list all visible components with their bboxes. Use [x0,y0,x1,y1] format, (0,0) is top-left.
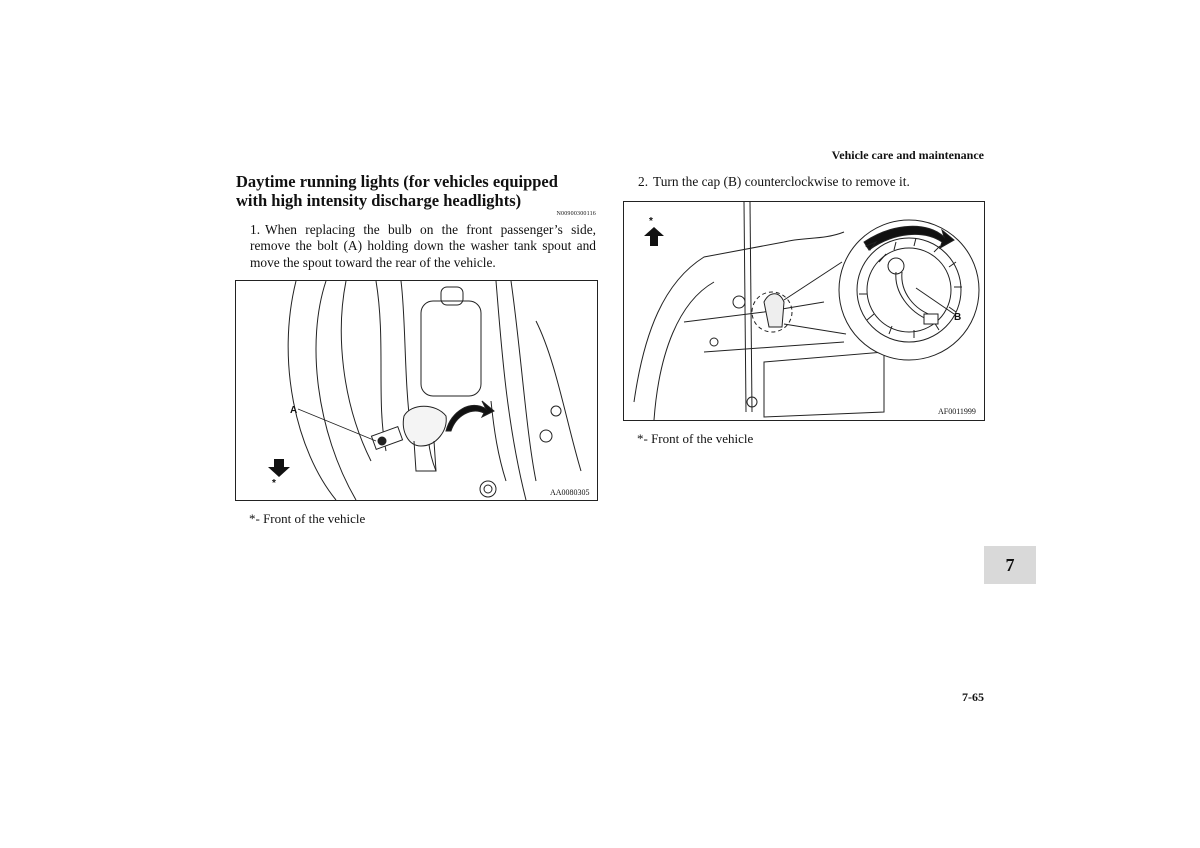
direction-mark-2: * [649,216,653,227]
step-2-text: Turn the cap (B) counterclockwise to remove it. [653,174,910,189]
figure-headlight-cap [623,201,985,421]
step-1 [250,222,596,271]
headlight-cap-illustration [624,202,984,420]
step-2 [638,174,984,190]
direction-mark-1: * [272,478,276,489]
figure-washer-tank [235,280,598,501]
figure-code-2: AF0011999 [938,407,976,416]
chapter-tab: 7 [984,546,1036,584]
step-1-number: 1. [250,222,261,237]
figure-caption-1: *- Front of the vehicle [249,511,366,526]
section-header: Vehicle care and maintenance [831,148,984,162]
washer-tank-spout-illustration [236,281,597,500]
callout-b: B [954,312,962,323]
figure-caption-2: *- Front of the vehicle [637,431,754,446]
figure-code-1: AA0080305 [550,488,590,497]
callout-a: A [290,405,298,416]
document-code: N00900300116 [556,211,596,217]
step-2-number: 2. [638,174,649,189]
page-number: 7-65 [962,690,984,704]
heading-line-1: Daytime running lights (for vehicles equipped [236,172,558,191]
section-heading [236,172,598,210]
heading-line-2: with high intensity discharge headlights) [236,191,522,210]
step-1-text: When replacing the bulb on the front passenger’s side, remove the bolt (A) holding down the washer tank spout and move the spout toward the rear of the vehicle. [250,222,596,270]
